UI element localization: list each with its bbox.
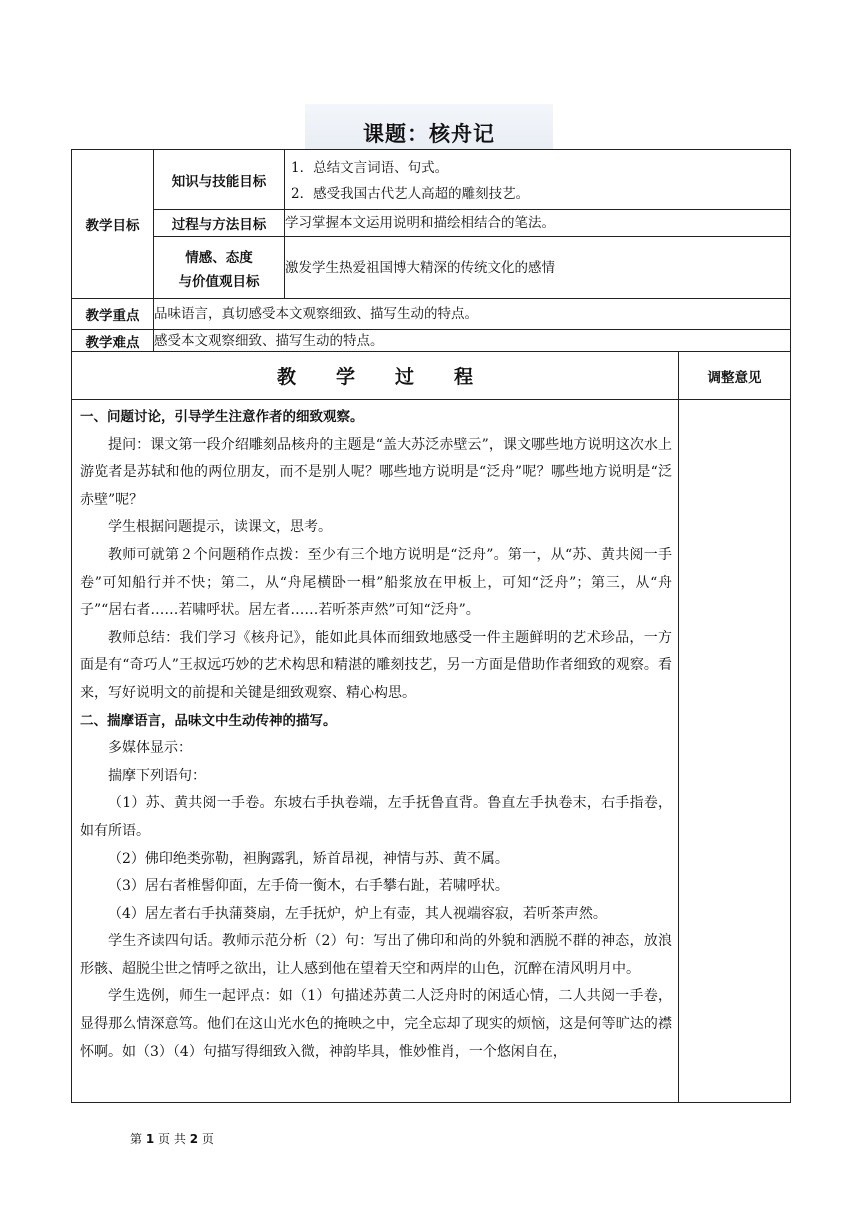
paragraph: 学生齐读四句话。教师示范分析（2）句：写出了佛印和尚的外貌和洒脱不群的神态，放浪形骸、超脱尘世之情呼之欲出，让人感到他在望着天空和两岸的山色，沉醉在清风明月中。	[80, 933, 672, 977]
paragraph: 教师总结：我们学习《核舟记》，能如此具体而细致地感受一件主题鲜明的艺术珍品，一方面是有“奇巧人”王叔远巧妙的艺术构思和精湛的雕刻技艺，另一方面是借助作者细致的观察。看来，写好说明文的前提和关键是细致观察、精心构思。	[80, 629, 672, 701]
knowledge-item: 2．感受我国古代艺人高超的雕刻技艺。	[291, 185, 530, 202]
paragraph: （2）佛印绝类弥勒，袒胸露乳，矫首昂视，神情与苏、黄不属。	[108, 850, 509, 867]
paragraph: （4）居左者右手执蒲葵扇，左手抚炉，炉上有壶，其人视端容寂，若听茶声然。	[108, 905, 607, 922]
footer-middle: 页 共	[158, 1132, 186, 1146]
knowledge-item: 1．总结文言词语、句式。	[291, 159, 449, 176]
total-page-number: 2	[189, 1132, 199, 1146]
paragraph: 提问：课文第一段介绍雕刻品核舟的主题是“盖大苏泛赤壁云”，课文哪些地方说明这次水上游览者是苏轼和他的两位朋友，而不是别人呢？哪些地方说明是“泛舟”呢？哪些地方说明是“泛赤壁”呢？	[80, 436, 672, 508]
title-banner	[305, 104, 553, 150]
page-footer	[130, 1130, 214, 1147]
process-method-text: 学习掌握本文运用说明和描绘相结合的笔法。	[285, 210, 791, 237]
teaching-process-content	[72, 400, 679, 1103]
adjustment-column	[679, 400, 791, 1103]
section-heading: 一、问题讨论，引导学生注意作者的细致观察。	[80, 409, 364, 425]
difficulty-text: 感受本文观察细致、描写生动的特点。	[154, 330, 791, 352]
paragraph: （3）居右者椎髻仰面，左手倚一衡木，右手攀右趾，若啸呼状。	[108, 878, 509, 895]
emotion-text: 激发学生热爱祖国博大精深的传统文化的感情	[285, 237, 791, 299]
footer-prefix: 第	[130, 1132, 143, 1146]
paragraph: （1）苏、黄共阅一手卷。东坡右手执卷端，左手抚鲁直背。鲁直左手执卷末，右手指卷，如有所语。	[80, 795, 672, 839]
adjustment-heading: 调整意见	[679, 352, 791, 400]
paragraph: 教师可就第２个问题稍作点拨：至少有三个地方说明是“泛舟”。第一，从“苏、黄共阅一手卷”可知船行并不快；第二，从“舟尾横卧一楫”船浆放在甲板上，可知“泛舟”；第三，从“舟子”“居右者……若啸呼状。居左者……若听茶声然”可知“泛舟”。	[80, 546, 672, 619]
paragraph: 学生根据问题提示，读课文，思考。	[108, 519, 332, 536]
footer-suffix: 页	[201, 1132, 214, 1146]
knowledge-cell	[285, 150, 791, 210]
paragraph: 学生选例，师生一起评点：如（1）句描述苏黄二人泛舟时的闲适心情，二人共阅一手卷，显得那么情深意笃。他们在这山光水色的掩映之中，完全忘却了现实的烦恼，这是何等旷达的襟怀啊。如（3）（4）句描写得细致入微，神韵毕具，惟妙惟肖，一个悠闲自在，	[80, 988, 672, 1060]
paragraph: 揣摩下列语句：	[108, 767, 206, 784]
key-point-text: 品味语言，真切感受本文观察细致、描写生动的特点。	[154, 299, 791, 330]
difficulty-label: 教学难点	[72, 330, 154, 352]
document-title: 课题：核舟记	[363, 122, 495, 146]
section-heading: 二、揣摩语言，品味文中生动传神的描写。	[80, 712, 337, 729]
lesson-plan-table	[71, 149, 791, 1103]
goals-label: 教学目标	[72, 150, 154, 299]
teaching-process-heading: 教学过程	[72, 352, 679, 400]
emotion-label-line1: 情感、态度	[185, 249, 253, 266]
paragraph: 多媒体显示：	[108, 740, 192, 757]
key-point-label: 教学重点	[72, 299, 154, 330]
emotion-label	[154, 237, 285, 299]
process-method-label: 过程与方法目标	[154, 210, 285, 237]
knowledge-label: 知识与技能目标	[154, 150, 285, 210]
emotion-label-line2: 与价值观目标	[178, 273, 260, 290]
current-page-number: 1	[145, 1132, 155, 1146]
